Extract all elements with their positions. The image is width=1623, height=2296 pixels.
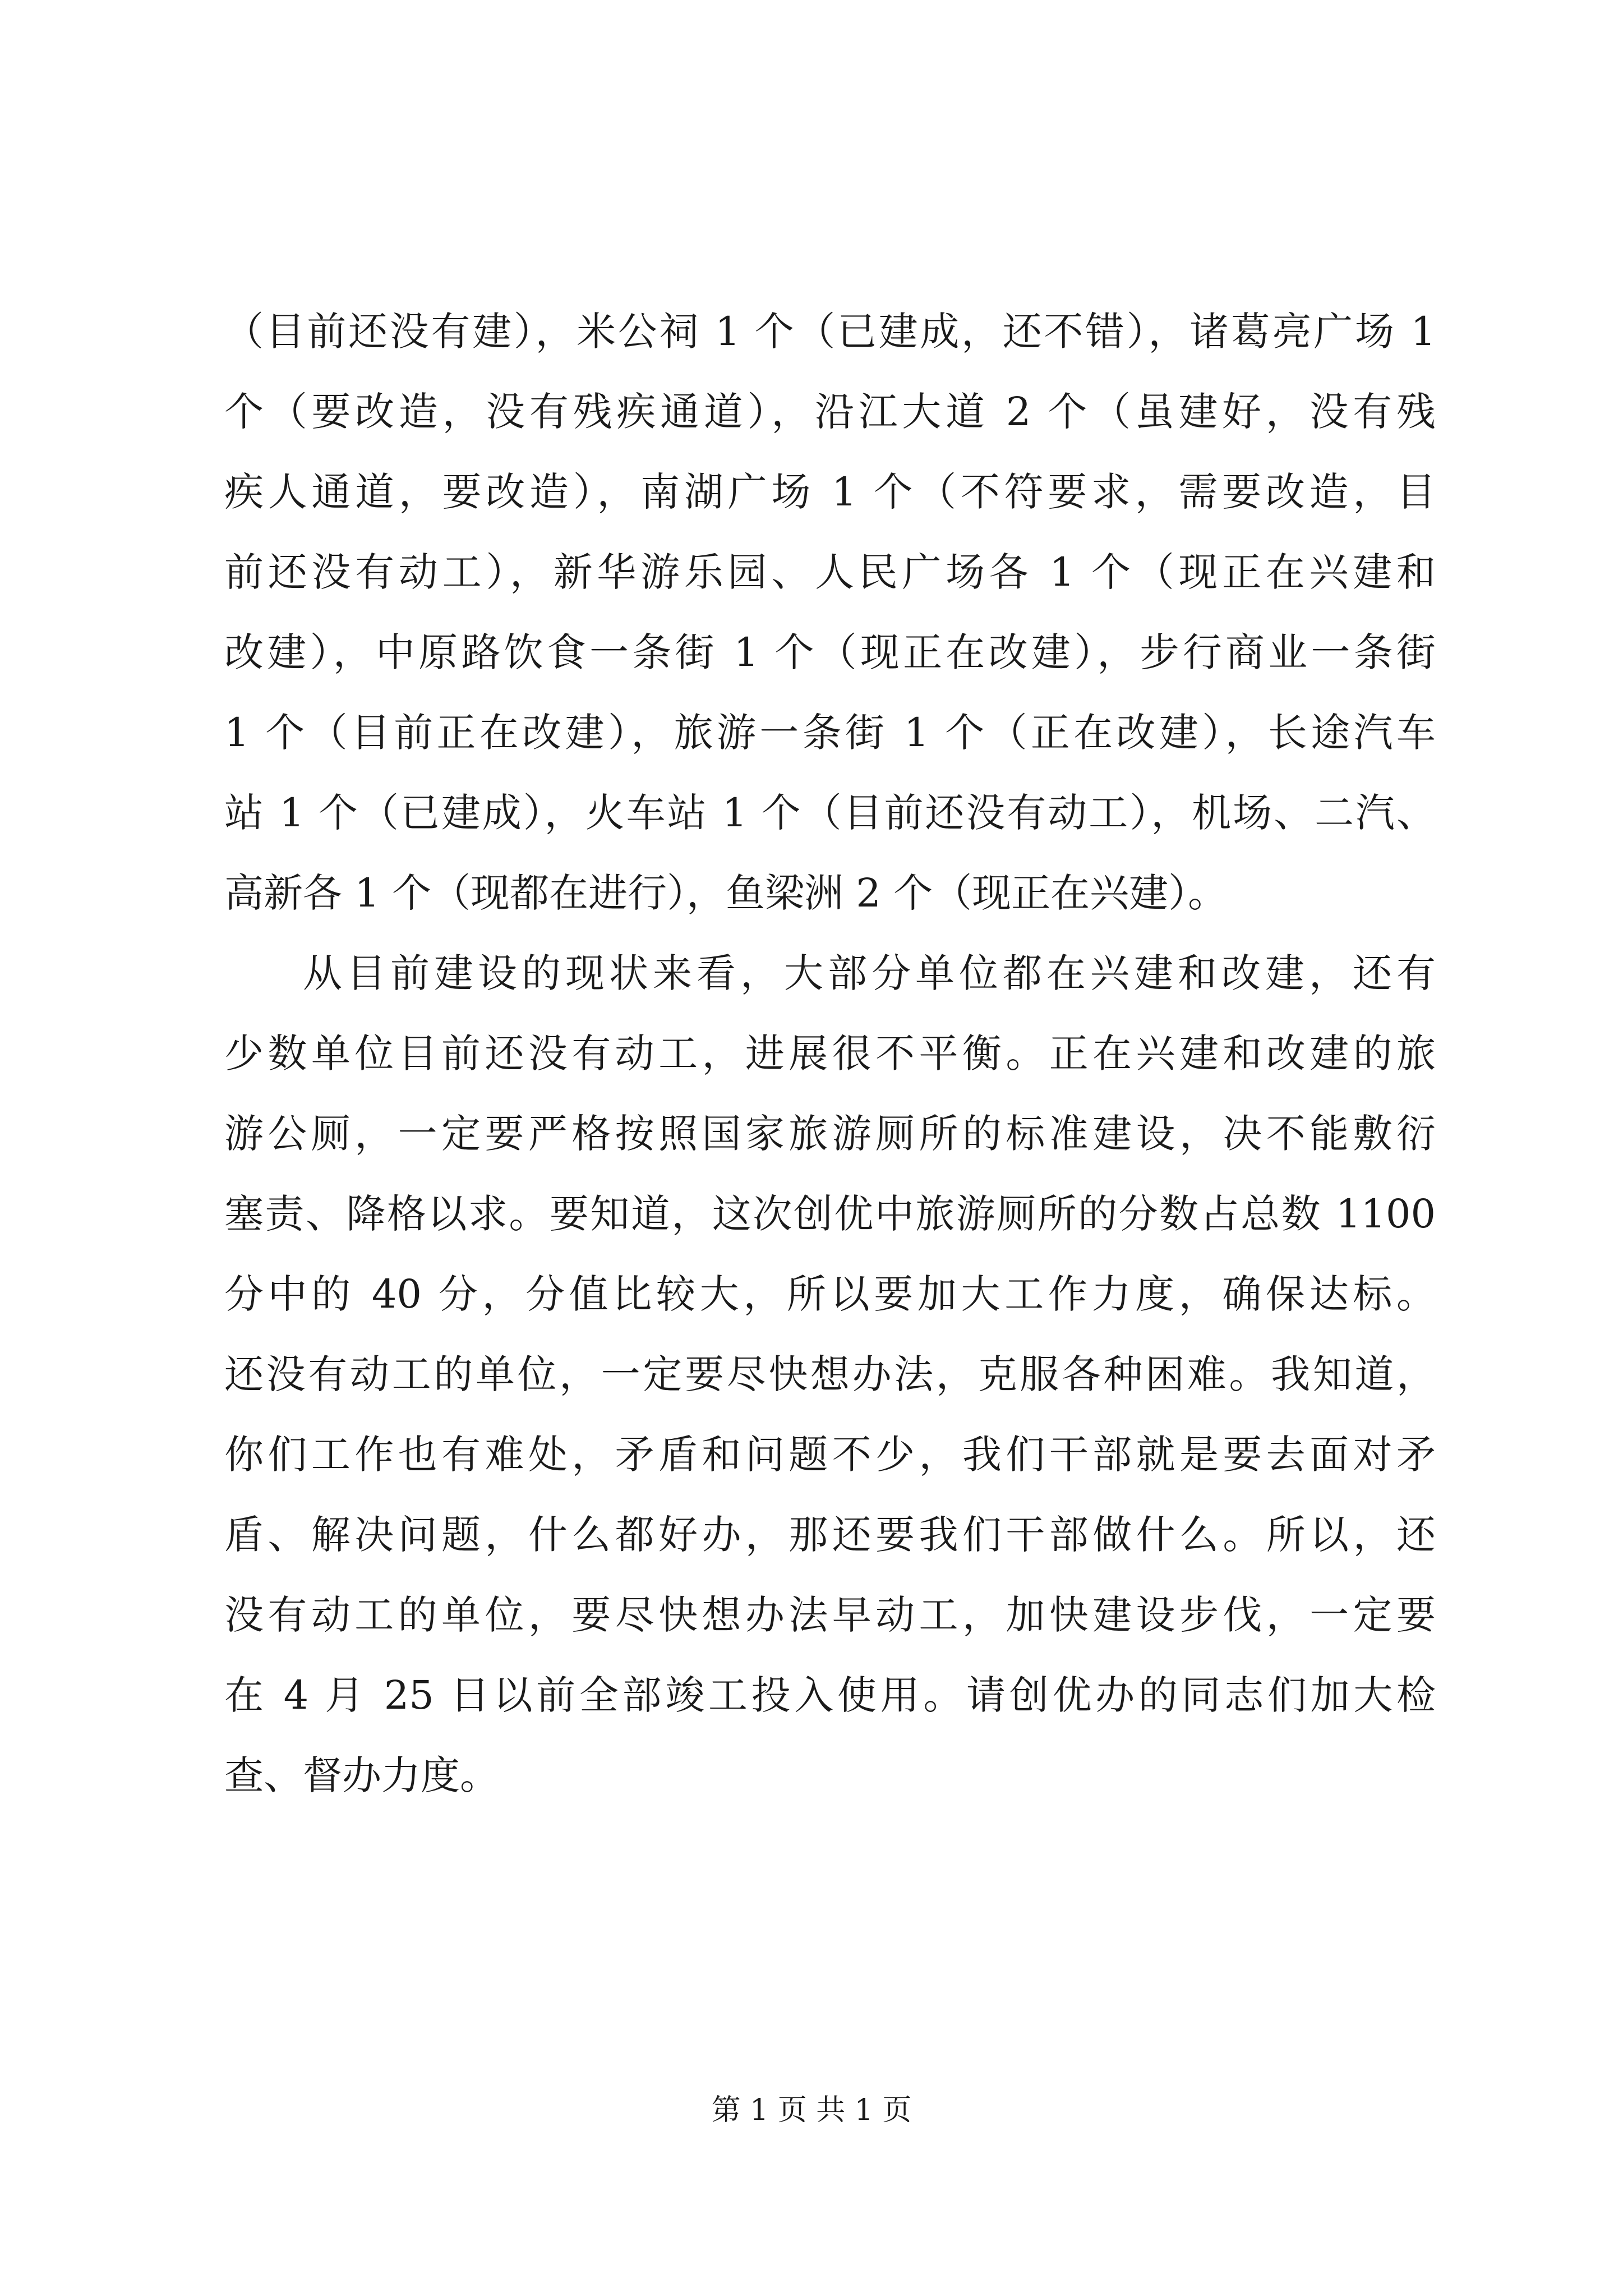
- text-line: 分中的 40 分，分值比较大，所以要加大工作力度，确保达标。: [224, 1271, 1436, 1317]
- text-line: 没有动工的单位，要尽快想办法早动工，加快建设步伐，一定要: [224, 1592, 1436, 1638]
- text-line: 前还没有动工），新华游乐园、人民广场各 1 个（现正在兴建和: [224, 549, 1436, 595]
- text-line: 在 4 月 25 日以前全部竣工投入使用。请创优办的同志们加大检: [224, 1672, 1436, 1718]
- text-line: 站 1 个（已建成），火车站 1 个（目前还没有动工），机场、二汽、: [224, 790, 1436, 836]
- text-line: 少数单位目前还没有动工，进展很不平衡。正在兴建和改建的旅: [224, 1030, 1436, 1076]
- text-line: 你们工作也有难处，矛盾和问题不少，我们干部就是要去面对矛: [224, 1432, 1436, 1478]
- paragraph-2: [224, 933, 1436, 1816]
- text-line: 改建），中原路饮食一条街 1 个（现正在改建），步行商业一条街: [224, 629, 1436, 675]
- text-line: 从目前建设的现状来看，大部分单位都在兴建和改建，还有: [303, 950, 1436, 996]
- text-line: 个（要改造，没有残疾通道），沿江大道 2 个（虽建好，没有残: [224, 389, 1436, 435]
- text-line: （目前还没有建），米公祠 1 个（已建成，还不错），诸葛亮广场 1: [224, 309, 1436, 355]
- page-footer: 第 1 页 共 1 页: [711, 2093, 912, 2127]
- text-line: 疾人通道，要改造），南湖广场 1 个（不符要求，需要改造，目: [224, 469, 1436, 515]
- document-body: [224, 292, 1436, 1816]
- text-line: 盾、解决问题，什么都好办，那还要我们干部做什么。所以，还: [224, 1512, 1436, 1558]
- text-line: 高新各 1 个（现都在进行），鱼梁洲 2 个（现正在兴建）。: [224, 870, 1228, 916]
- text-line: 1 个（目前正在改建），旅游一条街 1 个（正在改建），长途汽车: [224, 710, 1436, 756]
- text-line: 塞责、降格以求。要知道，这次创优中旅游厕所的分数占总数 1100: [224, 1191, 1436, 1237]
- text-line: 查、督办力度。: [224, 1752, 499, 1798]
- text-line: 还没有动工的单位，一定要尽快想办法，克服各种困难。我知道，: [224, 1351, 1436, 1397]
- paragraph-1: [224, 292, 1436, 933]
- text-line: 游公厕，一定要严格按照国家旅游厕所的标准建设，决不能敷衍: [224, 1111, 1436, 1157]
